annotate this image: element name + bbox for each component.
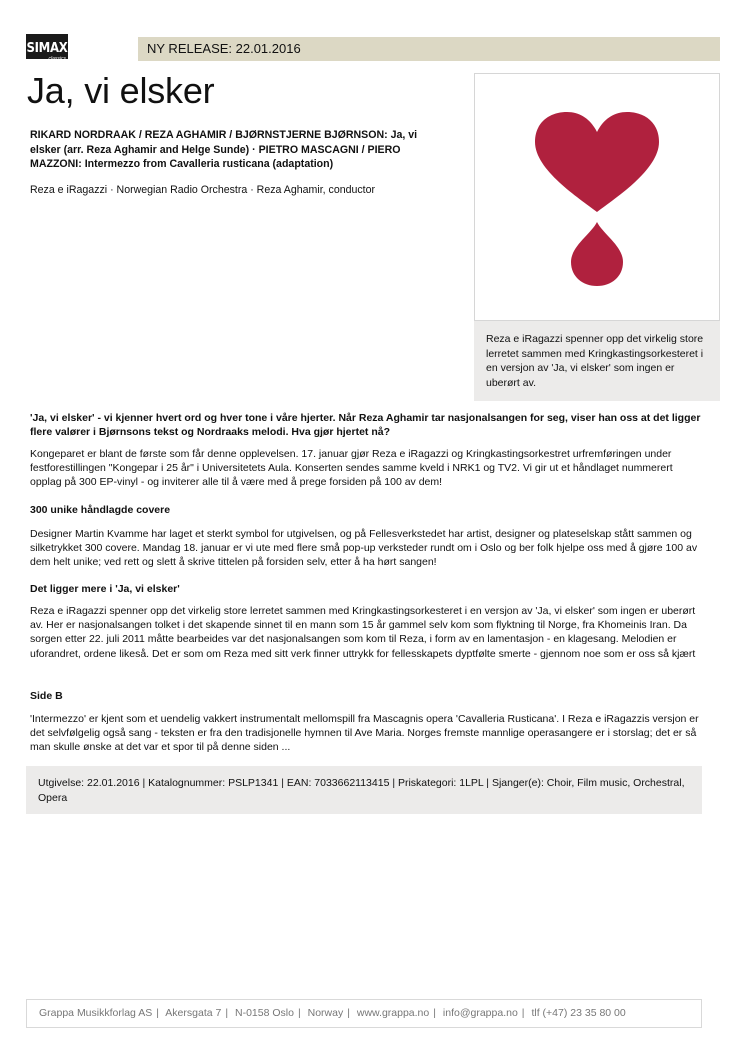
footer: Grappa Musikkforlag AS | Akersgata 7 | N-0158 Oslo | Norway | www.grappa.no | info@grappa.no | tlf (+47) 23 35 80 00 bbox=[26, 999, 702, 1028]
paragraph-1: Kongeparet er blant de første som får denne opplevelsen. 17. januar gjør Reza e iRagazzi og Kringkastingsorkestret urfremføringen under festforestillingen "Kongepar i 25 år" i Universitetets Aula. Konserten sendes samme kveld i NRK1 og TV2. Vi gir ut et håndlaget nummerert opplag på 300 EP-vinyl - og inviterer alle til å være med å prege forsiden på 100 av dem! bbox=[30, 448, 673, 489]
footer-web-link[interactable]: www.grappa.no bbox=[356, 1007, 430, 1019]
album-cover bbox=[474, 73, 720, 321]
simax-logo bbox=[26, 34, 68, 66]
logo-brand: SIMAX bbox=[26, 34, 68, 59]
drop-shape bbox=[571, 222, 623, 286]
lead-paragraph: 'Ja, vi elsker' - vi kjenner hvert ord og hver tone i våre hjerter. Når Reza Aghamir tar nasjonalsangen for seg, viser han oss at det ligger flere valører i Bjørnsons tekst og Nordraaks melodi. Hva gjør hjertet nå? bbox=[30, 412, 701, 439]
footer-country: Norway bbox=[307, 1007, 344, 1019]
release-metadata: Utgivelse: 22.01.2016 | Katalognummer: PSLP1341 | EAN: 7033662113415 | Priskategori: 1LPL | Sjanger(e): Choir, Film music, Orchestral, Opera bbox=[26, 766, 702, 814]
footer-address: Akersgata 7 bbox=[165, 1007, 222, 1019]
heading-side-b: Side B bbox=[30, 690, 63, 702]
footer-city: N-0158 Oslo bbox=[235, 1007, 294, 1019]
logo-sub: classics bbox=[48, 56, 66, 62]
heart-shape bbox=[535, 112, 659, 212]
composer-credits: RIKARD NORDRAAK / REZA AGHAMIR / BJØRNSTJERNE BJØRNSON: Ja, vi elsker (arr. Reza Aghamir and Helge Sunde) · PIETRO MASCAGNI / PIERO MAZZONI: Intermezzo from Cavalleria rusticana (adaptation) bbox=[30, 129, 418, 170]
heading-more: Det ligger mere i 'Ja, vi elsker' bbox=[30, 583, 180, 595]
footer-phone: tlf (+47) 23 35 80 00 bbox=[531, 1007, 626, 1019]
heading-covers: 300 unike håndlagde covere bbox=[30, 504, 171, 516]
footer-email-link[interactable]: info@grappa.no bbox=[442, 1007, 518, 1019]
paragraph-2: Designer Martin Kvamme har laget et sterkt symbol for utgivelsen, og på Fellesverkstedet har artist, designer og plateselskap stått sammen og silketrykket 300 covere. Mandag 18. januar er vi ute med flere små pop-up verksteder rundt om i Oslo og ber folk hjelpe oss med å gjøre 100 av dem helt unike; ved rett og slett å skrive tittelen på forsiden selv, etter å ha hørt sangen! bbox=[30, 528, 698, 569]
footer-company: Grappa Musikkforlag AS bbox=[39, 1007, 153, 1019]
paragraph-4: 'Intermezzo' er kjent som et uendelig vakkert instrumentalt mellomspill fra Mascagnis opera 'Cavalleria Rusticana'. I Reza e iRagazzis versjon er det selvfølgelig også sang - teksten er fra den tradisjonelle hymnen til Ave Maria. Norges fremste mannlige operasangere er i storslag; det er så man skulle ønske at det var et spor til på denne siden ... bbox=[30, 713, 699, 754]
paragraph-3: Reza e iRagazzi spenner opp det virkelig store lerretet sammen med Kringkastingsorkesteret i en versjon av 'Ja, vi elsker' som ingen er uberørt av. Her er nasjonalsangen tolket i det skapende sinnet til en mann som 15 år gammel selv kom som flyktning til Norge, fra Khomeinis Iran. Da sorgen etter 22. juli 2011 måtte bearbeides var det nasjonalsangen som kom til Reza, i form av en lamentasjon - en klagesang. Melodien er uforandret, ordene likeså. Det er som om Reza med sitt verk finner uttrykk for fellesskapets dyptfølte smerte - gjennom noe som er oss så kjært bbox=[30, 605, 696, 660]
heart-drop-icon bbox=[475, 74, 719, 320]
cover-caption: Reza e iRagazzi spenner opp det virkelig store lerretet sammen med Kringkastingsorkesteret i en versjon av 'Ja, vi elsker' som ingen er uberørt av. bbox=[474, 321, 720, 401]
performers: Reza e iRagazzi · Norwegian Radio Orchestra · Reza Aghamir, conductor bbox=[30, 184, 376, 196]
page-title: Ja, vi elsker bbox=[27, 70, 215, 111]
release-banner: NY RELEASE: 22.01.2016 bbox=[138, 37, 720, 61]
